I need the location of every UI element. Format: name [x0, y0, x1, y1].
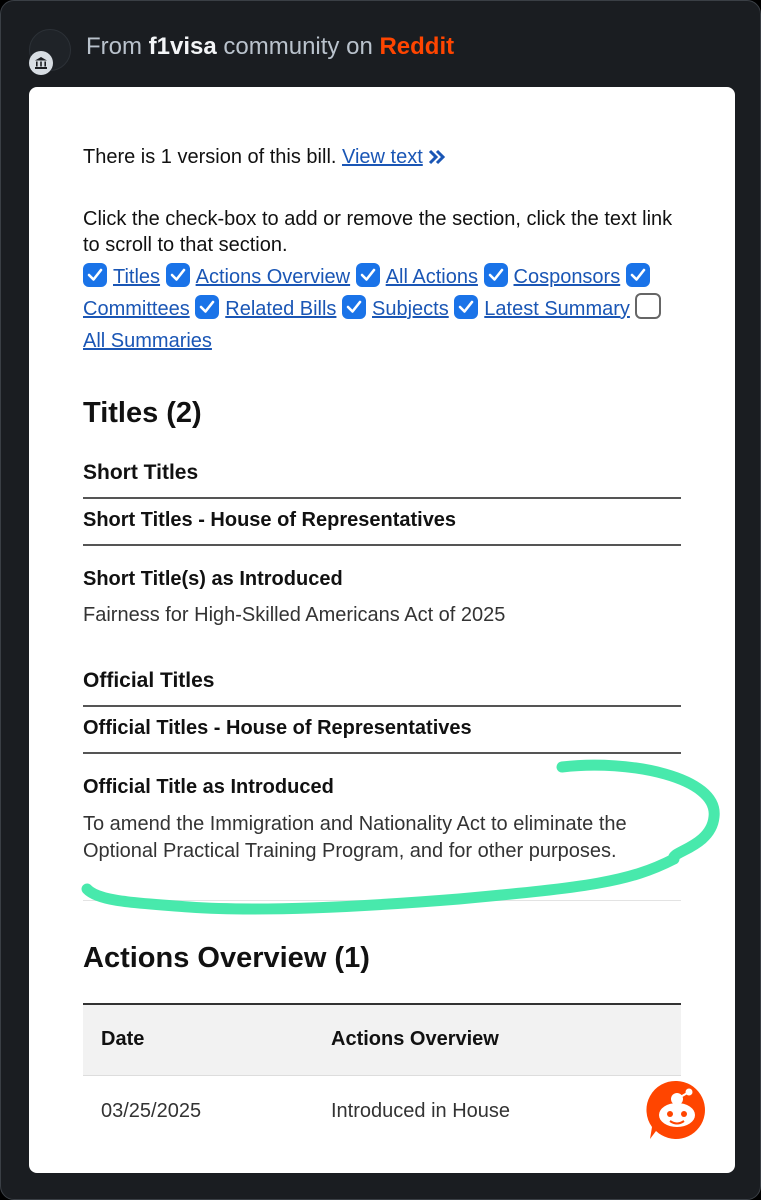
- actions-overview-heading: Actions Overview (1): [83, 942, 370, 974]
- checkbox-checked[interactable]: [484, 263, 508, 287]
- checkbox-checked[interactable]: [342, 295, 366, 319]
- share-header: [1, 1, 760, 87]
- action-date: 03/25/2025: [101, 1100, 202, 1122]
- official-titles-heading: Official Titles: [83, 669, 215, 692]
- column-header-actions: Actions Overview: [331, 1028, 499, 1050]
- checkbox-checked[interactable]: [195, 295, 219, 319]
- versions-line: [83, 144, 683, 172]
- section-link[interactable]: Subjects: [372, 298, 449, 320]
- checkbox-checked[interactable]: [356, 263, 380, 287]
- checkbox-checked[interactable]: [626, 263, 650, 287]
- bill-card: [29, 87, 735, 1173]
- section-link[interactable]: Actions Overview: [195, 266, 351, 288]
- action-text: Introduced in House: [331, 1100, 511, 1122]
- short-titles-house-heading: Short Titles - House of Representatives: [83, 509, 457, 531]
- section-instructions: Click the check-box to add or remove the section, click the text link to scroll to that section.: [83, 208, 673, 256]
- checkbox-checked[interactable]: [83, 263, 107, 287]
- reddit-brand[interactable]: Reddit: [379, 33, 455, 60]
- official-title-introduced-label: Official Title as Introduced: [83, 776, 334, 798]
- community-on-label: community on: [223, 33, 373, 60]
- section-link[interactable]: Committees: [83, 298, 190, 320]
- divider: [83, 544, 681, 546]
- double-chevron-right-icon[interactable]: [428, 146, 446, 172]
- official-title-introduced-line1: To amend the Immigration and Nationality Act to eliminate the: [83, 813, 627, 835]
- section-toggle: [195, 298, 336, 320]
- section-link[interactable]: All Actions: [385, 266, 478, 288]
- divider: [83, 705, 681, 707]
- section-toggle: [484, 266, 621, 288]
- section-link[interactable]: Related Bills: [225, 298, 337, 320]
- from-label: From: [86, 33, 142, 60]
- section-toggle: [166, 266, 351, 288]
- section-toggle: [342, 298, 449, 320]
- section-toggle-list: [83, 261, 683, 357]
- reddit-snoo-icon[interactable]: [644, 1077, 710, 1143]
- table-row: [83, 1076, 681, 1144]
- section-toggle: [356, 266, 478, 288]
- checkbox-unchecked[interactable]: [635, 293, 661, 319]
- actions-table-header: [83, 1003, 681, 1076]
- section-toggle: [83, 266, 160, 288]
- divider: [83, 497, 681, 499]
- section-toggle: [454, 298, 630, 320]
- section-link[interactable]: All Summaries: [83, 330, 212, 352]
- checkbox-checked[interactable]: [454, 295, 478, 319]
- short-title-introduced-label: Short Title(s) as Introduced: [83, 568, 343, 590]
- actions-table: [83, 1003, 681, 1144]
- section-link[interactable]: Titles: [113, 266, 161, 288]
- share-source-text: [86, 33, 454, 61]
- versions-text: There is 1 version of this bill.: [83, 146, 337, 168]
- short-title-introduced-value: Fairness for High-Skilled Americans Act of 2025: [83, 604, 506, 626]
- section-link[interactable]: Cosponsors: [513, 266, 621, 288]
- official-title-introduced-line2: Optional Practical Training Program, and for other purposes.: [83, 840, 617, 862]
- bank-icon: [29, 51, 53, 75]
- titles-heading: Titles (2): [83, 397, 202, 429]
- checkbox-checked[interactable]: [166, 263, 190, 287]
- divider: [83, 900, 681, 901]
- official-titles-house-heading: Official Titles - House of Representatives: [83, 717, 472, 739]
- divider: [83, 752, 681, 754]
- short-titles-heading: Short Titles: [83, 461, 199, 484]
- view-text-link[interactable]: View text: [342, 146, 423, 168]
- community-name[interactable]: f1visa: [148, 33, 217, 60]
- column-header-date: Date: [101, 1028, 145, 1050]
- section-link[interactable]: Latest Summary: [484, 298, 630, 320]
